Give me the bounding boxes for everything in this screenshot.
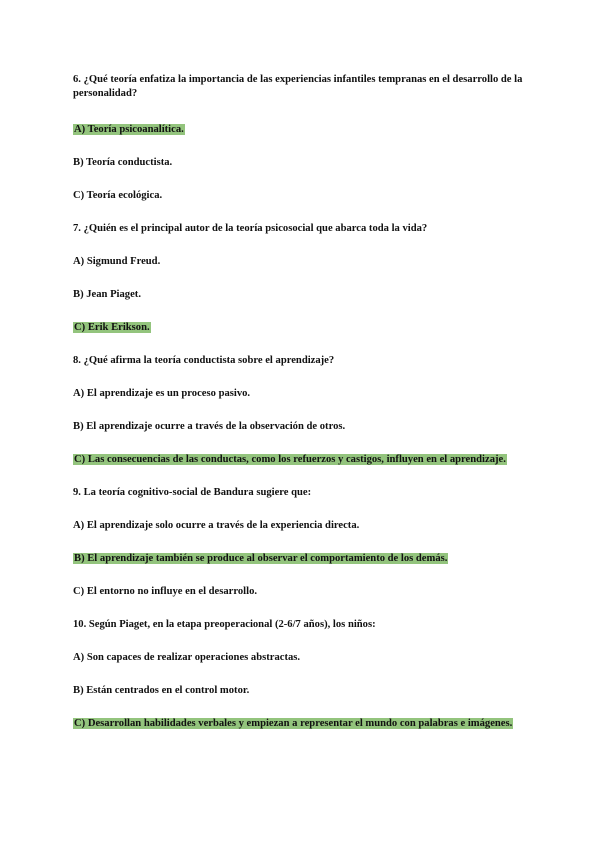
- q10-option-c: [73, 717, 513, 731]
- q10-option-a: A) Son capaces de realizar operaciones abstractas.: [73, 652, 301, 663]
- q8-option-b: B) El aprendizaje ocurre a través de la observación de otros.: [73, 421, 346, 432]
- question-9: 9. La teoría cognitivo-social de Bandura sugiere que:: [73, 487, 312, 498]
- q8-option-a: A) El aprendizaje es un proceso pasivo.: [73, 388, 251, 399]
- q9-option-c: C) El entorno no influye en el desarrollo.: [73, 586, 258, 597]
- question-10: 10. Según Piaget, en la etapa preoperacional (2-6/7 años), los niños:: [73, 619, 376, 630]
- q6-option-b: B) Teoría conductista.: [73, 157, 173, 168]
- q9-option-a: A) El aprendizaje solo ocurre a través de la experiencia directa.: [73, 520, 360, 531]
- question-7: 7. ¿Quién es el principal autor de la teoría psicosocial que abarca toda la vida?: [73, 223, 428, 234]
- correct-answer-highlight: B) El aprendizaje también se produce al observar el comportamiento de los demás.: [74, 553, 448, 564]
- correct-answer-highlight: C) Erik Erikson.: [74, 322, 150, 333]
- question-6: 6. ¿Qué teoría enfatiza la importancia de las experiencias infantiles tempranas en el desarrollo de la personalidad?: [73, 74, 523, 99]
- question-8: 8. ¿Qué afirma la teoría conductista sobre el aprendizaje?: [73, 355, 335, 366]
- q6-option-c: C) Teoría ecológica.: [73, 190, 163, 201]
- correct-answer-highlight: A) Teoría psicoanalítica.: [74, 124, 184, 135]
- q7-option-a: A) Sigmund Freud.: [73, 256, 161, 267]
- q9-option-b: [73, 552, 448, 566]
- correct-answer-highlight: C) Las consecuencias de las conductas, como los refuerzos y castigos, influyen en el aprendizaje.: [74, 454, 506, 465]
- q10-option-b: B) Están centrados en el control motor.: [73, 685, 250, 696]
- q8-option-c: [73, 453, 507, 467]
- correct-answer-highlight: C) Desarrollan habilidades verbales y empiezan a representar el mundo con palabras e imágenes.: [74, 718, 513, 729]
- q7-option-b: B) Jean Piaget.: [73, 289, 141, 300]
- q6-option-a: [73, 123, 185, 137]
- q7-option-c: [73, 321, 151, 335]
